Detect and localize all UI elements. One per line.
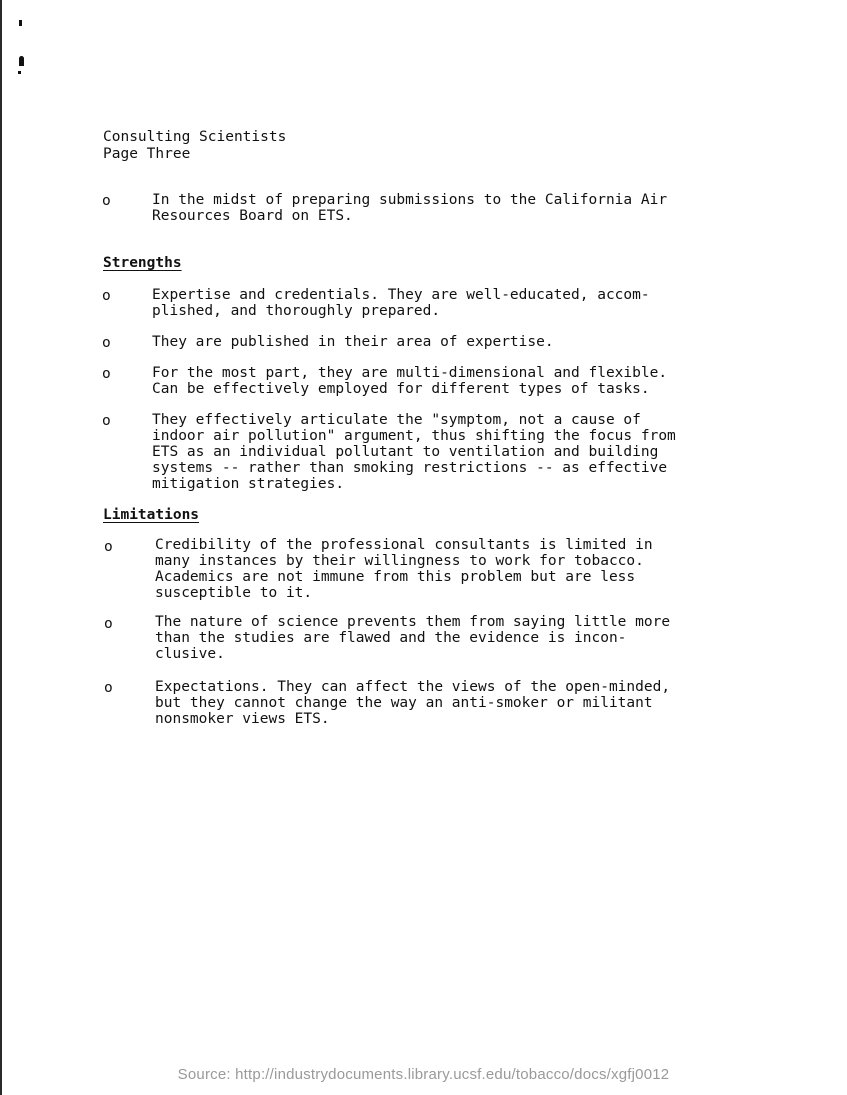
bullet-marker: o [102,288,111,304]
bullet-marker: o [104,680,113,696]
scan-mark [18,71,21,74]
strengths-item: Expertise and credentials. They are well-educated, accom- plished, and thoroughly prepared. [152,287,650,319]
bullet-marker: o [102,193,111,209]
source-footer: Source: http://industrydocuments.library.ucsf.edu/tobacco/docs/xgfj0012 [177,1066,670,1083]
scan-mark [19,56,24,66]
limitations-item: Credibility of the professional consultants is limited in many instances by their willingness to work for tobacco. Academics are not immune from this problem but are less susceptible to it. [155,537,653,601]
header-title: Consulting Scientists [103,129,287,145]
bullet-marker: o [102,335,111,351]
limitations-heading: Limitations [103,507,200,523]
limitations-item: The nature of science prevents them from saying little more than the studies are flawed and the evidence is incon- clusive. [155,614,671,662]
strengths-item: They effectively articulate the "symptom, not a cause of indoor air pollution" argument, thus shifting the focus from ETS as an individual pollutant to ventilation and building systems -- rather than smoking restrictions -- as effective mitigation strategies. [152,412,676,492]
strengths-heading: Strengths [103,255,182,271]
scan-left-edge [0,0,2,1095]
bullet-marker: o [104,539,113,555]
limitations-item: Expectations. They can affect the views of the open-minded, but they cannot change the way an anti-smoker or militant nonsmoker views ETS. [155,679,671,727]
strengths-item: For the most part, they are multi-dimensional and flexible. Can be effectively employed for different types of tasks. [152,365,668,397]
scan-mark [19,20,22,26]
bullet-marker: o [104,616,113,632]
intro-item: In the midst of preparing submissions to the California Air Resources Board on ETS. [152,192,668,224]
bullet-marker: o [102,413,111,429]
strengths-item: They are published in their area of expertise. [152,334,554,350]
bullet-marker: o [102,366,111,382]
header-page-label: Page Three [103,146,191,162]
